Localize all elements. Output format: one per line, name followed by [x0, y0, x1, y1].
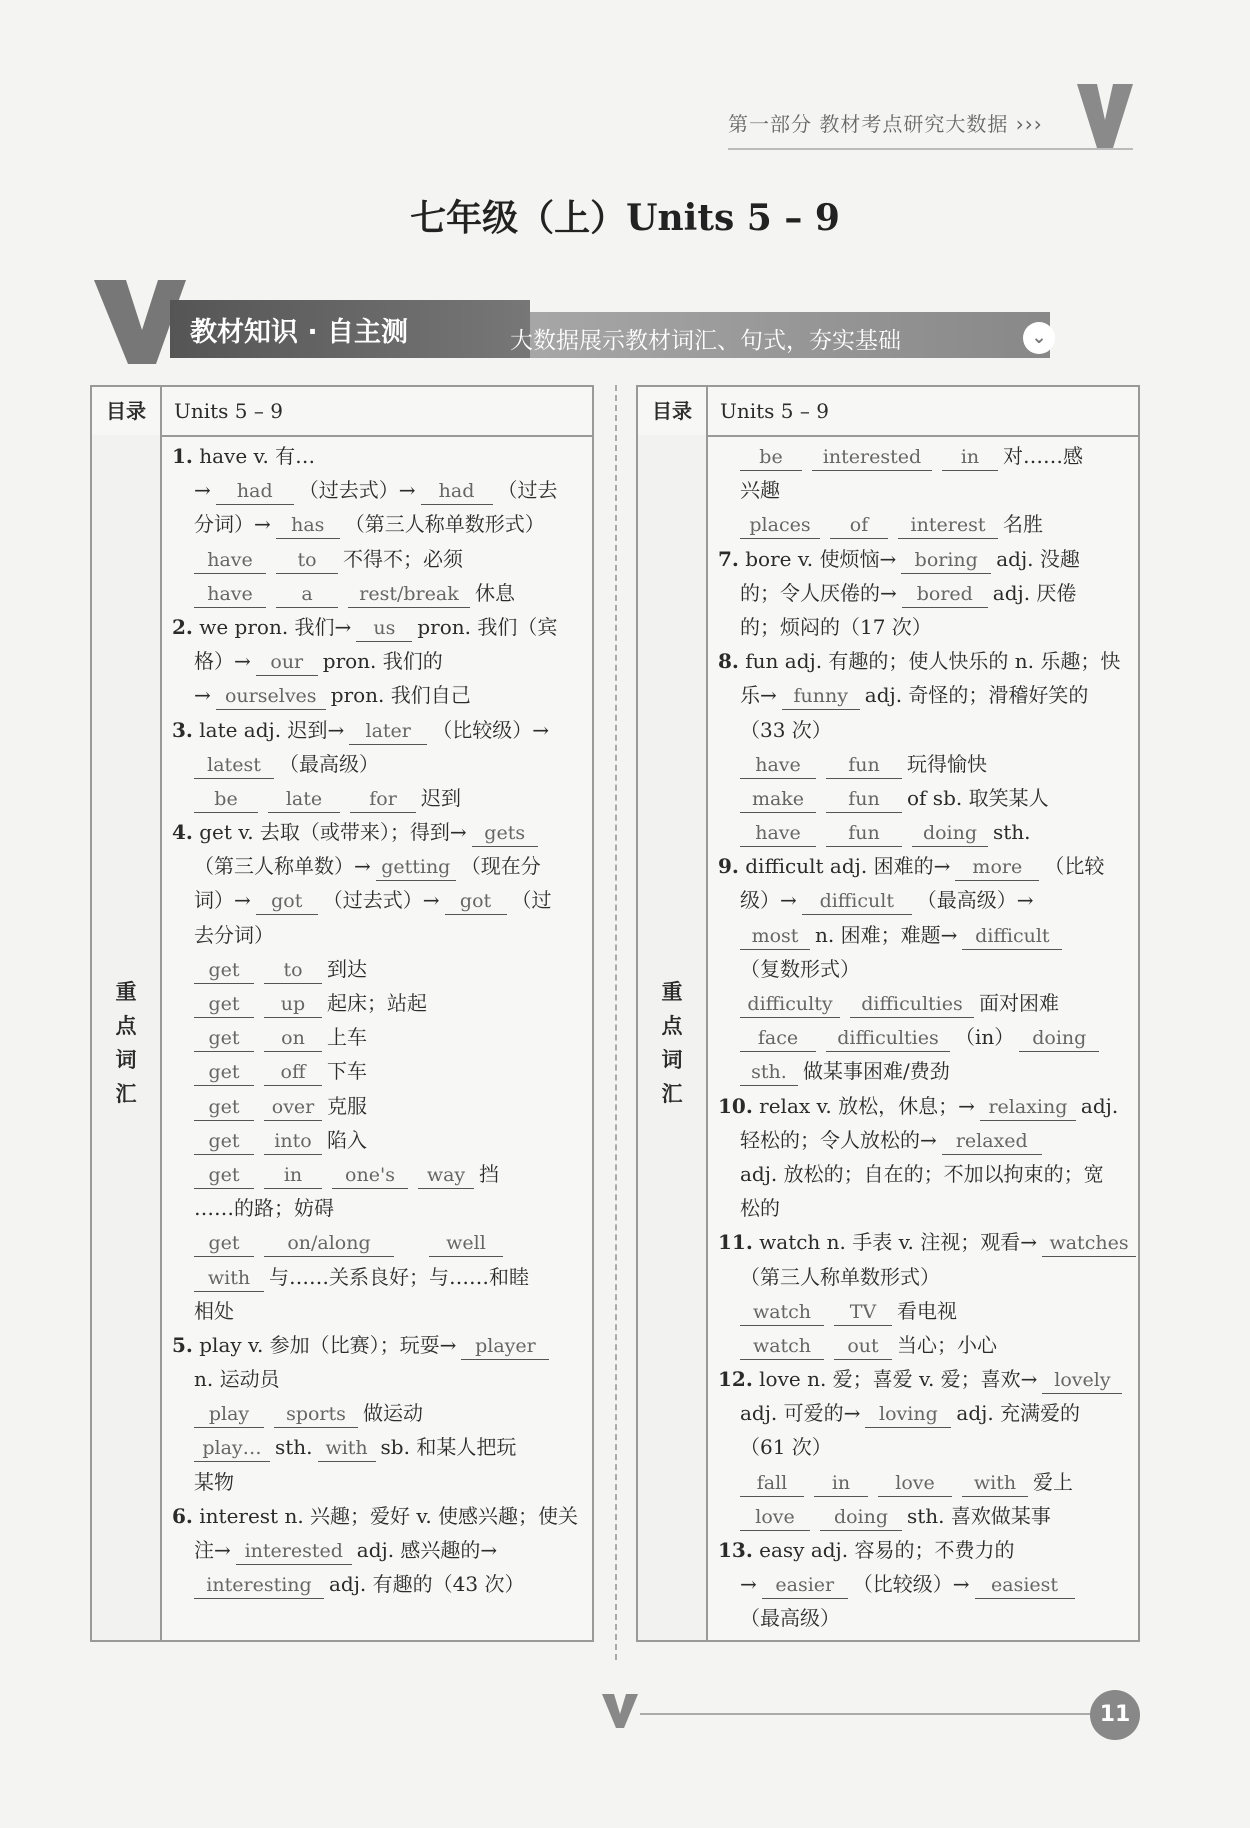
- vocab-text: 4.: [172, 820, 193, 845]
- answer-blank: watch: [740, 1299, 824, 1326]
- list-item: [172, 747, 582, 781]
- answer-blank: get: [194, 1059, 254, 1086]
- list-item: [172, 473, 582, 507]
- answer-blank: more: [955, 854, 1039, 881]
- vocab-text: （过: [511, 888, 552, 913]
- vocab-text: 玩得愉快: [907, 751, 987, 776]
- side-label-char: 汇: [115, 1082, 137, 1106]
- chevron-down-icon: ⌄: [1023, 322, 1055, 354]
- vocab-text: adj. 厌倦: [992, 580, 1077, 605]
- side-label-char: 汇: [661, 1082, 683, 1106]
- answer-blank: get: [194, 1128, 254, 1155]
- vocab-text: adj. 奇怪的；滑稽好笑的: [864, 683, 1089, 708]
- running-header: 第一部分 教材考点研究大数据 ›››: [728, 112, 1043, 136]
- answer-blank: sports: [274, 1401, 358, 1428]
- answer-blank: funny: [782, 683, 860, 710]
- vocab-text: 5.: [172, 1332, 193, 1357]
- answer-blank: sth.: [740, 1059, 798, 1086]
- vocab-text: pron. 我们自己: [330, 683, 471, 708]
- vocab-text: 词）→: [194, 888, 251, 913]
- panel-units: Units 5 – 9: [720, 399, 829, 423]
- vocab-text: 名胜: [1003, 512, 1043, 537]
- answer-blank: get: [194, 957, 254, 984]
- list-item: [172, 1089, 582, 1123]
- vocab-text: adj. 可爱的→: [740, 1401, 861, 1426]
- vocab-text: 3.: [172, 717, 193, 742]
- vocab-text: →: [194, 683, 211, 708]
- vocab-text: 做运动: [363, 1401, 423, 1426]
- vocab-text: adj. 没趣: [996, 546, 1080, 571]
- answer-blank: have: [740, 752, 816, 779]
- vocab-text: ……的路；妨碍: [194, 1196, 334, 1221]
- answer-blank: places: [740, 512, 820, 539]
- right-vocab-panel: [636, 385, 1140, 1642]
- answer-blank: interest: [898, 512, 998, 539]
- vocab-text: pron. 我们的: [322, 649, 443, 674]
- list-item: [718, 1225, 1128, 1259]
- answer-blank: get: [194, 991, 254, 1018]
- answer-blank: interesting: [194, 1572, 324, 1599]
- side-label: [638, 975, 706, 1111]
- answer-blank: into: [264, 1128, 322, 1155]
- vocab-text: （in）: [955, 1025, 1015, 1050]
- list-item: [718, 1260, 1128, 1294]
- list-item: [718, 815, 1128, 849]
- vocab-text: 格）→: [194, 649, 251, 674]
- vocab-text: （61 次）: [740, 1435, 832, 1460]
- list-item: [172, 507, 582, 541]
- list-item: [172, 1362, 582, 1396]
- vocab-text: （现在分: [460, 854, 541, 879]
- answer-blank: love: [740, 1504, 810, 1531]
- list-item: [172, 986, 582, 1020]
- answer-blank: interested: [812, 444, 932, 471]
- vocab-text: 爱上: [1033, 1469, 1073, 1494]
- vocab-text: （过去式）→: [322, 888, 440, 913]
- list-item: [172, 713, 582, 747]
- answer-blank: one's: [332, 1162, 408, 1189]
- side-column: [92, 435, 162, 1640]
- list-item: [172, 1533, 582, 1567]
- list-item: [718, 576, 1128, 610]
- answer-blank: get: [194, 1094, 254, 1121]
- vocab-text: （比较: [1044, 854, 1105, 879]
- answer-blank: be: [740, 444, 802, 471]
- side-label-char: 重: [661, 980, 683, 1004]
- vocab-text: （最高级）→: [916, 888, 1034, 913]
- vocab-text: sth.: [275, 1435, 313, 1460]
- vocab-text: 去分词）: [194, 922, 274, 947]
- vocab-text: （复数形式）: [740, 956, 860, 981]
- answer-blank: get: [194, 1230, 254, 1257]
- list-item: [172, 1123, 582, 1157]
- vocab-text: adj.: [1080, 1093, 1119, 1118]
- vocab-text: 1.: [172, 444, 193, 468]
- vocab-text: （33 次）: [740, 717, 832, 742]
- list-item: [172, 1465, 582, 1499]
- list-item: [718, 473, 1128, 507]
- list-item: [172, 576, 582, 610]
- vocab-text: →: [194, 478, 211, 503]
- answer-blank: lovely: [1042, 1367, 1122, 1394]
- list-item: [172, 815, 582, 849]
- list-item: [718, 1191, 1128, 1225]
- vocab-text: 上车: [327, 1025, 367, 1050]
- list-item: [718, 986, 1128, 1020]
- answer-blank: on: [264, 1025, 322, 1052]
- list-item: [718, 1499, 1128, 1533]
- answer-blank: TV: [834, 1299, 892, 1326]
- vocab-text: （最高级）: [279, 751, 379, 776]
- list-item: [172, 1225, 582, 1259]
- vocab-text: adj. 放松的；自在的；不加以拘束的；宽: [740, 1161, 1104, 1186]
- list-item: [172, 439, 582, 473]
- answer-blank: doing: [820, 1504, 902, 1531]
- vocab-list: [172, 439, 582, 1601]
- answer-blank: got: [445, 888, 507, 915]
- list-item: [172, 1020, 582, 1054]
- answer-blank: in: [814, 1470, 868, 1497]
- vocab-text: 当心；小心: [897, 1332, 997, 1357]
- answer-blank: with: [194, 1265, 264, 1292]
- vocab-text: 对……感: [1003, 444, 1083, 468]
- vocab-text: get v. 去取（或带来）；得到→: [192, 820, 467, 845]
- vocab-text: 下车: [327, 1059, 367, 1084]
- vocab-text: 看电视: [897, 1298, 957, 1323]
- answer-blank: bored: [902, 581, 988, 608]
- answer-blank: relaxed: [942, 1128, 1042, 1155]
- list-item: [172, 678, 582, 712]
- answer-blank: off: [264, 1059, 322, 1086]
- list-item: [718, 713, 1128, 747]
- answer-blank: over: [264, 1094, 322, 1121]
- vocab-text: 克服: [327, 1093, 367, 1118]
- list-item: [172, 1567, 582, 1601]
- vocab-text: adj. 有趣的（43 次）: [329, 1572, 525, 1597]
- side-label: [92, 975, 160, 1111]
- answer-blank: with: [962, 1470, 1028, 1497]
- vocab-text: watch n. 手表 v. 注视；观看→: [752, 1230, 1038, 1255]
- vocab-text: （第三人称单数形式）: [740, 1264, 940, 1289]
- brand-v-logo: [1075, 80, 1135, 152]
- vocab-text: 轻松的；令人放松的→: [740, 1127, 937, 1152]
- answer-blank: easiest: [975, 1572, 1075, 1599]
- vocab-text: of sb. 取笑某人: [907, 785, 1049, 810]
- list-item: [718, 507, 1128, 541]
- vocab-text: （最高级）: [740, 1606, 840, 1631]
- side-label-char: 点: [115, 1014, 137, 1038]
- vocab-text: 相处: [194, 1298, 234, 1323]
- answer-blank: difficulty: [740, 991, 840, 1018]
- panel-header: [92, 387, 592, 437]
- list-item: [172, 883, 582, 917]
- banner-subtitle: 大数据展示教材词汇、句式，夯实基础: [510, 328, 901, 354]
- list-item: [718, 1157, 1128, 1191]
- vocab-text: sb. 和某人把玩: [380, 1435, 517, 1460]
- vocab-text: relax v. 放松，休息；→: [752, 1093, 975, 1118]
- answer-blank: latest: [194, 752, 274, 779]
- vocab-text: 10.: [718, 1093, 753, 1118]
- side-label-char: 点: [661, 1014, 683, 1038]
- list-item: [172, 1157, 582, 1191]
- answer-blank: most: [740, 923, 810, 950]
- vocab-text: difficult adj. 困难的→: [738, 854, 951, 879]
- answer-blank: be: [194, 786, 258, 813]
- page-title: 七年级（上）Units 5 – 9: [410, 197, 840, 239]
- vocab-text: n. 困难；难题→: [815, 922, 958, 947]
- column-divider: [615, 385, 617, 1660]
- answer-blank: getting: [376, 854, 456, 881]
- list-item: [718, 883, 1128, 917]
- answer-blank: fun: [826, 786, 902, 813]
- answer-blank: difficult: [962, 923, 1062, 950]
- answer-blank: ourselves: [216, 683, 326, 710]
- list-item: [172, 1328, 582, 1362]
- vocab-text: have v. 有…: [192, 444, 316, 468]
- vocab-text: 9.: [718, 854, 739, 879]
- answer-blank: loving: [865, 1401, 951, 1428]
- vocab-text: pron. 我们（宾: [417, 614, 558, 639]
- vocab-text: adj. 充满爱的: [956, 1401, 1081, 1426]
- answer-blank: out: [834, 1333, 892, 1360]
- list-item: [718, 1430, 1128, 1464]
- banner-title: 教材知识 · 自主测: [190, 317, 409, 348]
- list-item: [718, 918, 1128, 952]
- vocab-text: （过去式）→: [298, 478, 416, 503]
- list-item: [718, 1567, 1128, 1601]
- left-vocab-panel: [90, 385, 594, 1642]
- answer-blank: watch: [740, 1333, 824, 1360]
- vocab-text: late adj. 迟到→: [192, 717, 345, 742]
- list-item: [172, 1499, 582, 1533]
- vocab-text: 级）→: [740, 888, 797, 913]
- answer-blank: gets: [472, 820, 538, 847]
- list-item: [718, 1533, 1128, 1567]
- side-label-char: 重: [115, 980, 137, 1004]
- footer-v-icon: [600, 1690, 640, 1730]
- vocab-text: sth.: [993, 820, 1031, 845]
- answer-blank: relaxing: [980, 1094, 1076, 1121]
- vocab-text: fun adj. 有趣的；使人快乐的 n. 乐趣；快: [738, 649, 1121, 674]
- side-label-char: 词: [661, 1048, 683, 1072]
- panel-label: 目录: [92, 387, 162, 435]
- vocab-text: love n. 爱；喜爱 v. 爱；喜欢→: [752, 1367, 1038, 1392]
- answer-blank: watches: [1042, 1230, 1136, 1257]
- vocab-text: 休息: [475, 580, 515, 605]
- list-item: [718, 1465, 1128, 1499]
- vocab-text: （比较级）→: [432, 717, 549, 742]
- vocab-text: 迟到: [421, 785, 461, 810]
- answer-blank: get: [194, 1025, 254, 1052]
- vocab-list: [718, 439, 1128, 1636]
- list-item: [172, 918, 582, 952]
- vocab-text: （过去: [497, 478, 558, 503]
- answer-blank: late: [268, 786, 340, 813]
- vocab-text: 12.: [718, 1367, 753, 1392]
- answer-blank: well: [429, 1230, 503, 1257]
- answer-blank: rest/break: [348, 581, 470, 608]
- footer-rule: [640, 1713, 1090, 1715]
- answer-blank: our: [256, 649, 318, 676]
- vocab-text: sth. 喜欢做某事: [907, 1503, 1051, 1528]
- answer-blank: had: [216, 478, 294, 505]
- section-banner: [90, 278, 1090, 366]
- answer-blank: us: [356, 615, 412, 642]
- vocab-text: 兴趣: [740, 478, 780, 503]
- vocab-text: 与……关系良好；与……和睦: [269, 1264, 529, 1289]
- answer-blank: had: [421, 478, 493, 505]
- list-item: [718, 952, 1128, 986]
- list-item: [718, 1294, 1128, 1328]
- vocab-text: 松的: [740, 1196, 780, 1221]
- answer-blank: on/along: [264, 1230, 394, 1257]
- answer-blank: fun: [826, 820, 902, 847]
- answer-blank: with: [318, 1435, 376, 1462]
- answer-blank: play…: [194, 1435, 270, 1462]
- vocab-text: 2.: [172, 614, 193, 639]
- answer-blank: way: [418, 1162, 474, 1189]
- answer-blank: play: [194, 1401, 264, 1428]
- answer-blank: difficulties: [826, 1025, 950, 1052]
- vocab-text: 陷入: [327, 1127, 367, 1152]
- panel-units: Units 5 – 9: [174, 399, 283, 423]
- answer-blank: have: [194, 547, 266, 574]
- vocab-text: 面对困难: [979, 991, 1059, 1015]
- panel-label: 目录: [638, 387, 708, 435]
- vocab-text: 7.: [718, 546, 739, 571]
- list-item: [172, 781, 582, 815]
- side-column: [638, 435, 708, 1640]
- list-item: [718, 542, 1128, 576]
- answer-blank: love: [878, 1470, 952, 1497]
- panel-header: [638, 387, 1138, 437]
- vocab-text: 8.: [718, 649, 739, 674]
- list-item: [718, 1054, 1128, 1088]
- answer-blank: face: [740, 1025, 816, 1052]
- answer-blank: of: [830, 512, 888, 539]
- vocab-text: （第三人称单数）→: [194, 854, 371, 879]
- vocab-text: →: [740, 1572, 757, 1597]
- answer-blank: in: [264, 1162, 322, 1189]
- answer-blank: to: [264, 957, 322, 984]
- list-item: [172, 1396, 582, 1430]
- side-label-char: 词: [115, 1048, 137, 1072]
- vocab-text: adj. 感兴趣的→: [356, 1538, 498, 1562]
- answer-blank: fun: [826, 752, 902, 779]
- vocab-text: we pron. 我们→: [192, 614, 352, 639]
- vocab-text: 的；令人厌倦的→: [740, 580, 897, 605]
- vocab-text: 13.: [718, 1538, 753, 1562]
- list-item: [718, 644, 1128, 678]
- list-item: [718, 1123, 1128, 1157]
- answer-blank: later: [349, 718, 427, 745]
- vocab-text: 起床；站起: [327, 991, 427, 1015]
- answer-blank: make: [740, 786, 816, 813]
- answer-blank: player: [461, 1333, 549, 1360]
- answer-blank: have: [740, 820, 816, 847]
- vocab-text: play v. 参加（比赛）；玩耍→: [192, 1332, 457, 1357]
- vocab-text: 6.: [172, 1503, 193, 1528]
- answer-blank: get: [194, 1162, 254, 1189]
- vocab-text: （比较级）→: [852, 1572, 970, 1597]
- answer-blank: doing: [912, 820, 988, 847]
- vocab-text: （第三人称单数形式）: [344, 512, 545, 537]
- answer-blank: boring: [901, 547, 991, 574]
- list-item: [718, 439, 1128, 473]
- answer-blank: difficulties: [850, 991, 974, 1018]
- vocab-text: 11.: [718, 1230, 753, 1255]
- vocab-text: interest n. 兴趣；爱好 v. 使感兴趣；使关: [192, 1503, 579, 1528]
- list-item: [172, 1430, 582, 1464]
- vocab-text: 到达: [327, 956, 367, 981]
- list-item: [172, 952, 582, 986]
- list-item: [172, 610, 582, 644]
- list-item: [718, 1601, 1128, 1635]
- vocab-text: easy adj. 容易的；不费力的: [752, 1538, 1015, 1562]
- page-number: 11: [1090, 1690, 1140, 1740]
- answer-blank: difficult: [802, 888, 912, 915]
- vocab-text: 的；烦闷的（17 次）: [740, 614, 932, 639]
- list-item: [718, 781, 1128, 815]
- list-item: [718, 1020, 1128, 1054]
- answer-blank: got: [256, 888, 318, 915]
- vocab-text: 分词）→: [194, 512, 271, 537]
- vocab-text: 注→: [194, 1538, 231, 1562]
- list-item: [718, 849, 1128, 883]
- list-item: [718, 747, 1128, 781]
- answer-blank: has: [276, 512, 340, 539]
- list-item: [718, 1396, 1128, 1430]
- vocab-text: 做某事困难/费劲: [803, 1059, 950, 1084]
- answer-blank: doing: [1019, 1025, 1099, 1052]
- list-item: [172, 542, 582, 576]
- answer-blank: to: [276, 547, 338, 574]
- list-item: [718, 678, 1128, 712]
- vocab-text: 不得不；必须: [343, 546, 463, 571]
- list-item: [172, 1294, 582, 1328]
- list-item: [718, 1089, 1128, 1123]
- vocab-text: 挡: [479, 1161, 499, 1186]
- answer-blank: in: [942, 444, 998, 471]
- answer-blank: for: [350, 786, 416, 813]
- vocab-text: 某物: [194, 1469, 234, 1494]
- list-item: [718, 1328, 1128, 1362]
- answer-blank: a: [276, 581, 338, 608]
- answer-blank: have: [194, 581, 266, 608]
- list-item: [172, 1191, 582, 1225]
- list-item: [718, 1362, 1128, 1396]
- answer-blank: up: [264, 991, 322, 1018]
- answer-blank: easier: [762, 1572, 848, 1599]
- list-item: [172, 1260, 582, 1294]
- answer-blank: fall: [740, 1470, 804, 1497]
- list-item: [172, 849, 582, 883]
- answer-blank: interested: [236, 1538, 352, 1565]
- list-item: [718, 610, 1128, 644]
- list-item: [172, 1054, 582, 1088]
- vocab-text: 乐→: [740, 683, 777, 708]
- vocab-text: bore v. 使烦恼→: [738, 546, 897, 571]
- vocab-text: n. 运动员: [194, 1367, 280, 1392]
- list-item: [172, 644, 582, 678]
- header-rule: [728, 148, 1133, 150]
